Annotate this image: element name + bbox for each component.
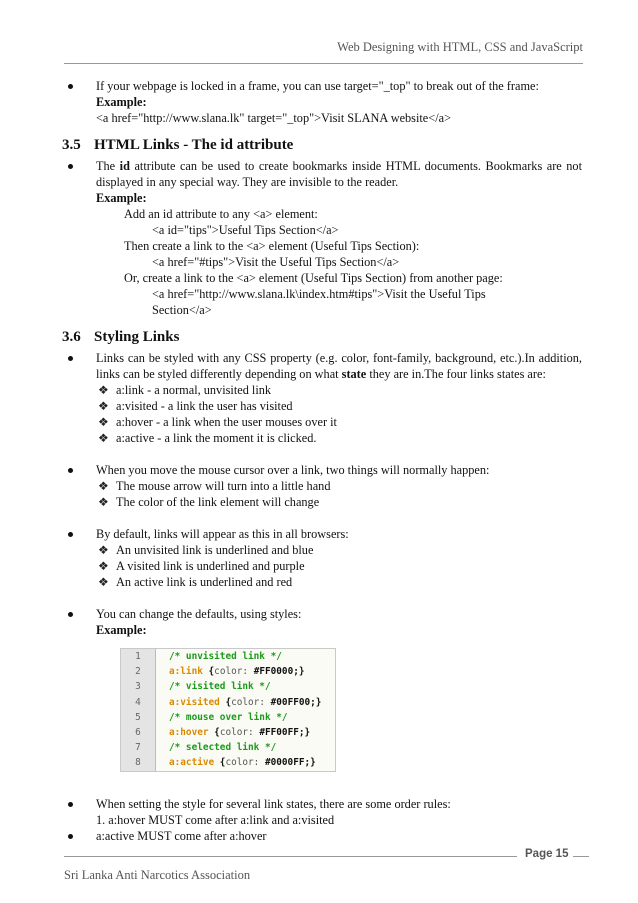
line-number: 2 [121, 664, 156, 679]
order-rule-1: 1. a:hover MUST come after a:link and a:visited [96, 812, 335, 827]
list-item: ❖ a:hover - a link when the user mouses over it [98, 415, 337, 429]
id-example-label: Example: [96, 191, 147, 205]
code-line [121, 740, 335, 755]
line-number: 4 [121, 695, 156, 710]
section-3-6-heading [62, 328, 582, 346]
id-example-code: <a href="http://www.slana.lk\index.htm#tips">Visit the Useful Tips [152, 287, 486, 301]
code-text: a:active {color: #0000FF;} [169, 757, 316, 769]
bullet-icon [68, 834, 73, 839]
list-item: ❖ A visited link is underlined and purple [98, 559, 305, 573]
code-line [121, 649, 335, 664]
list-item: ❖ a:link - a normal, unvisited link [98, 383, 272, 397]
id-example-line: Then create a link to the <a> element (Useful Tips Section): [124, 239, 420, 253]
line-number: 3 [121, 679, 156, 694]
section-title: HTML Links - The id attribute [94, 137, 294, 153]
section-title: Styling Links [94, 329, 180, 345]
diamond-bullet-icon: ❖ [98, 495, 109, 509]
code-text: a:hover {color: #FF00FF;} [169, 726, 311, 738]
styling-bullet [62, 350, 582, 446]
bullet-icon [68, 532, 73, 537]
id-attribute-paragraph: The id attribute can be used to create bookmarks inside HTML documents. Bookmarks are not displayed in any special way. They are invisible to the reader. [96, 159, 582, 189]
defaults-bullet [62, 526, 582, 590]
footer-organization: Sri Lanka Anti Narcotics Association [64, 868, 251, 882]
id-example-line: Or, create a link to the <a> element (Useful Tips Section) from another page: [124, 271, 503, 285]
code-line [121, 725, 335, 740]
document-body [62, 78, 582, 844]
section-3-5-heading [62, 136, 582, 154]
list-item: ❖ a:active - a link the moment it is clicked. [98, 431, 317, 445]
code-text: /* selected link */ [169, 742, 277, 754]
code-line [121, 664, 335, 679]
code-text: /* mouse over link */ [169, 711, 288, 723]
page-header: Web Designing with HTML, CSS and JavaScript [337, 40, 583, 54]
active-rule-bullet [62, 828, 582, 844]
line-number: 8 [121, 755, 156, 770]
active-rule-text: a:active MUST come after a:hover [96, 828, 267, 843]
list-item: ❖ The mouse arrow will turn into a little hand [98, 479, 331, 493]
id-example-code: <a id="tips">Useful Tips Section</a> [152, 223, 339, 237]
diamond-bullet-icon: ❖ [98, 383, 109, 397]
footer-rule [64, 856, 517, 857]
diamond-bullet-icon: ❖ [98, 415, 109, 429]
css-code-screenshot [120, 648, 336, 772]
header-rule [64, 63, 583, 64]
diamond-bullet-icon: ❖ [98, 575, 109, 589]
bullet-icon [68, 356, 73, 361]
diamond-bullet-icon: ❖ [98, 431, 109, 445]
mouse-over-paragraph: When you move the mouse cursor over a link, two things will normally happen: [96, 463, 490, 477]
bullet-icon [68, 612, 73, 617]
intro-text: If your webpage is locked in a frame, you can use target="_top" to break out of the frame: [96, 79, 539, 93]
id-example-line: Add an id attribute to any <a> element: [124, 207, 318, 221]
change-defaults-bullet [62, 606, 582, 638]
bullet-icon [68, 468, 73, 473]
change-defaults-paragraph: You can change the defaults, using styles: [96, 607, 302, 621]
code-text: /* unvisited link */ [169, 651, 282, 662]
bullet-icon [68, 164, 73, 169]
footer-rule [573, 856, 589, 857]
diamond-bullet-icon: ❖ [98, 479, 109, 493]
list-item: ❖ a:visited - a link the user has visited [98, 399, 293, 413]
line-number: 7 [121, 740, 156, 755]
line-number: 1 [121, 649, 156, 664]
defaults-paragraph: By default, links will appear as this in all browsers: [96, 527, 349, 541]
styles-example-label: Example: [96, 623, 147, 637]
diamond-bullet-icon: ❖ [98, 543, 109, 557]
code-text: a:link {color: #FF0000;} [169, 666, 305, 678]
list-item: ❖ An active link is underlined and red [98, 575, 293, 589]
page-number: Page 15 [525, 848, 569, 860]
order-rules-bullet [62, 796, 582, 828]
mouse-over-bullet [62, 462, 582, 510]
list-item: ❖ An unvisited link is underlined and blue [98, 543, 314, 557]
code-line [121, 755, 335, 770]
code-line [121, 695, 335, 710]
diamond-bullet-icon: ❖ [98, 559, 109, 573]
order-rules-paragraph: When setting the style for several link states, there are some order rules: [96, 796, 451, 811]
bullet-icon [68, 802, 73, 807]
code-line [121, 710, 335, 725]
id-example-code: Section</a> [152, 303, 212, 317]
code-text: a:visited {color: #00FF00;} [169, 696, 322, 708]
code-text: /* visited link */ [169, 681, 271, 693]
list-item: ❖ The color of the link element will change [98, 495, 320, 509]
intro-example-label: Example: [96, 95, 147, 109]
line-number: 6 [121, 725, 156, 740]
code-line [121, 679, 335, 694]
id-example-code: <a href="#tips">Visit the Useful Tips Section</a> [152, 255, 400, 269]
bullet-icon [68, 84, 73, 89]
intro-bullet [62, 78, 582, 126]
intro-code: <a href="http://www.slana.lk" target="_top">Visit SLANA website</a> [96, 111, 451, 125]
section-number: 3.6 [62, 329, 81, 345]
diamond-bullet-icon: ❖ [98, 399, 109, 413]
line-number: 5 [121, 710, 156, 725]
id-attribute-bullet [62, 158, 582, 318]
section-number: 3.5 [62, 137, 81, 153]
styling-paragraph: Links can be styled with any CSS property (e.g. color, font-family, background, etc.).In addition, links can be styled differently depending on what state they are in.The four links states are: [96, 351, 582, 381]
